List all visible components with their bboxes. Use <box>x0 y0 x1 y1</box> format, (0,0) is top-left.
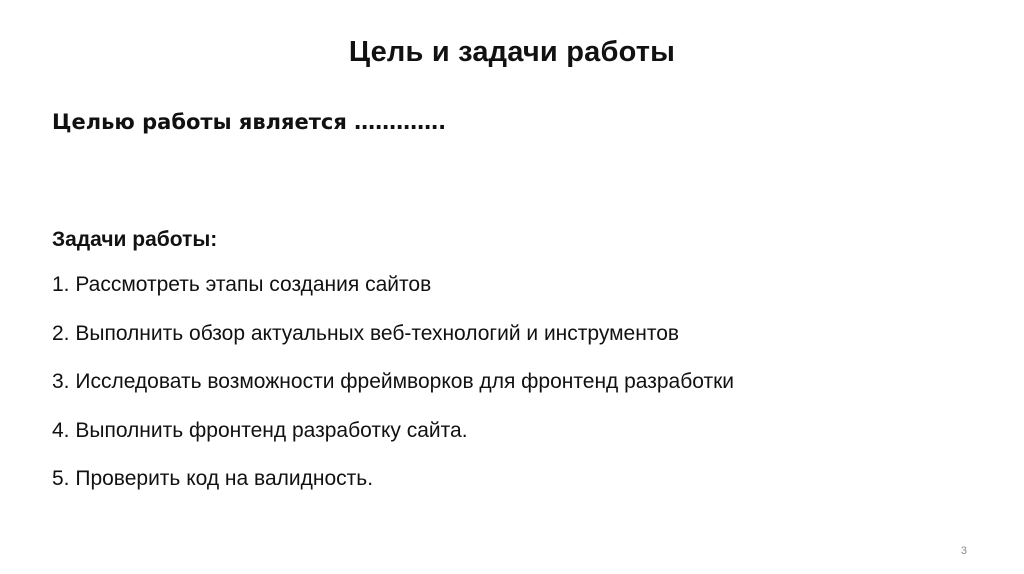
task-item: 2. Выполнить обзор актуальных веб-технологий и инструментов <box>52 321 680 345</box>
goal-statement: Целью работы является …………. <box>52 110 447 134</box>
task-item: 3. Исследовать возможности фреймворков для фронтенд разработки <box>52 370 735 393</box>
tasks-heading: Задачи работы: <box>52 228 218 251</box>
task-item: 5. Проверить код на валидность. <box>52 467 374 490</box>
page-number: 3 <box>960 545 967 557</box>
task-item: 1. Рассмотреть этапы создания сайтов <box>52 273 432 296</box>
slide-title: Цель и задачи работы <box>348 36 676 68</box>
task-item: 4. Выполнить фронтенд разработку сайта. <box>52 418 468 442</box>
tasks-list <box>52 273 734 516</box>
